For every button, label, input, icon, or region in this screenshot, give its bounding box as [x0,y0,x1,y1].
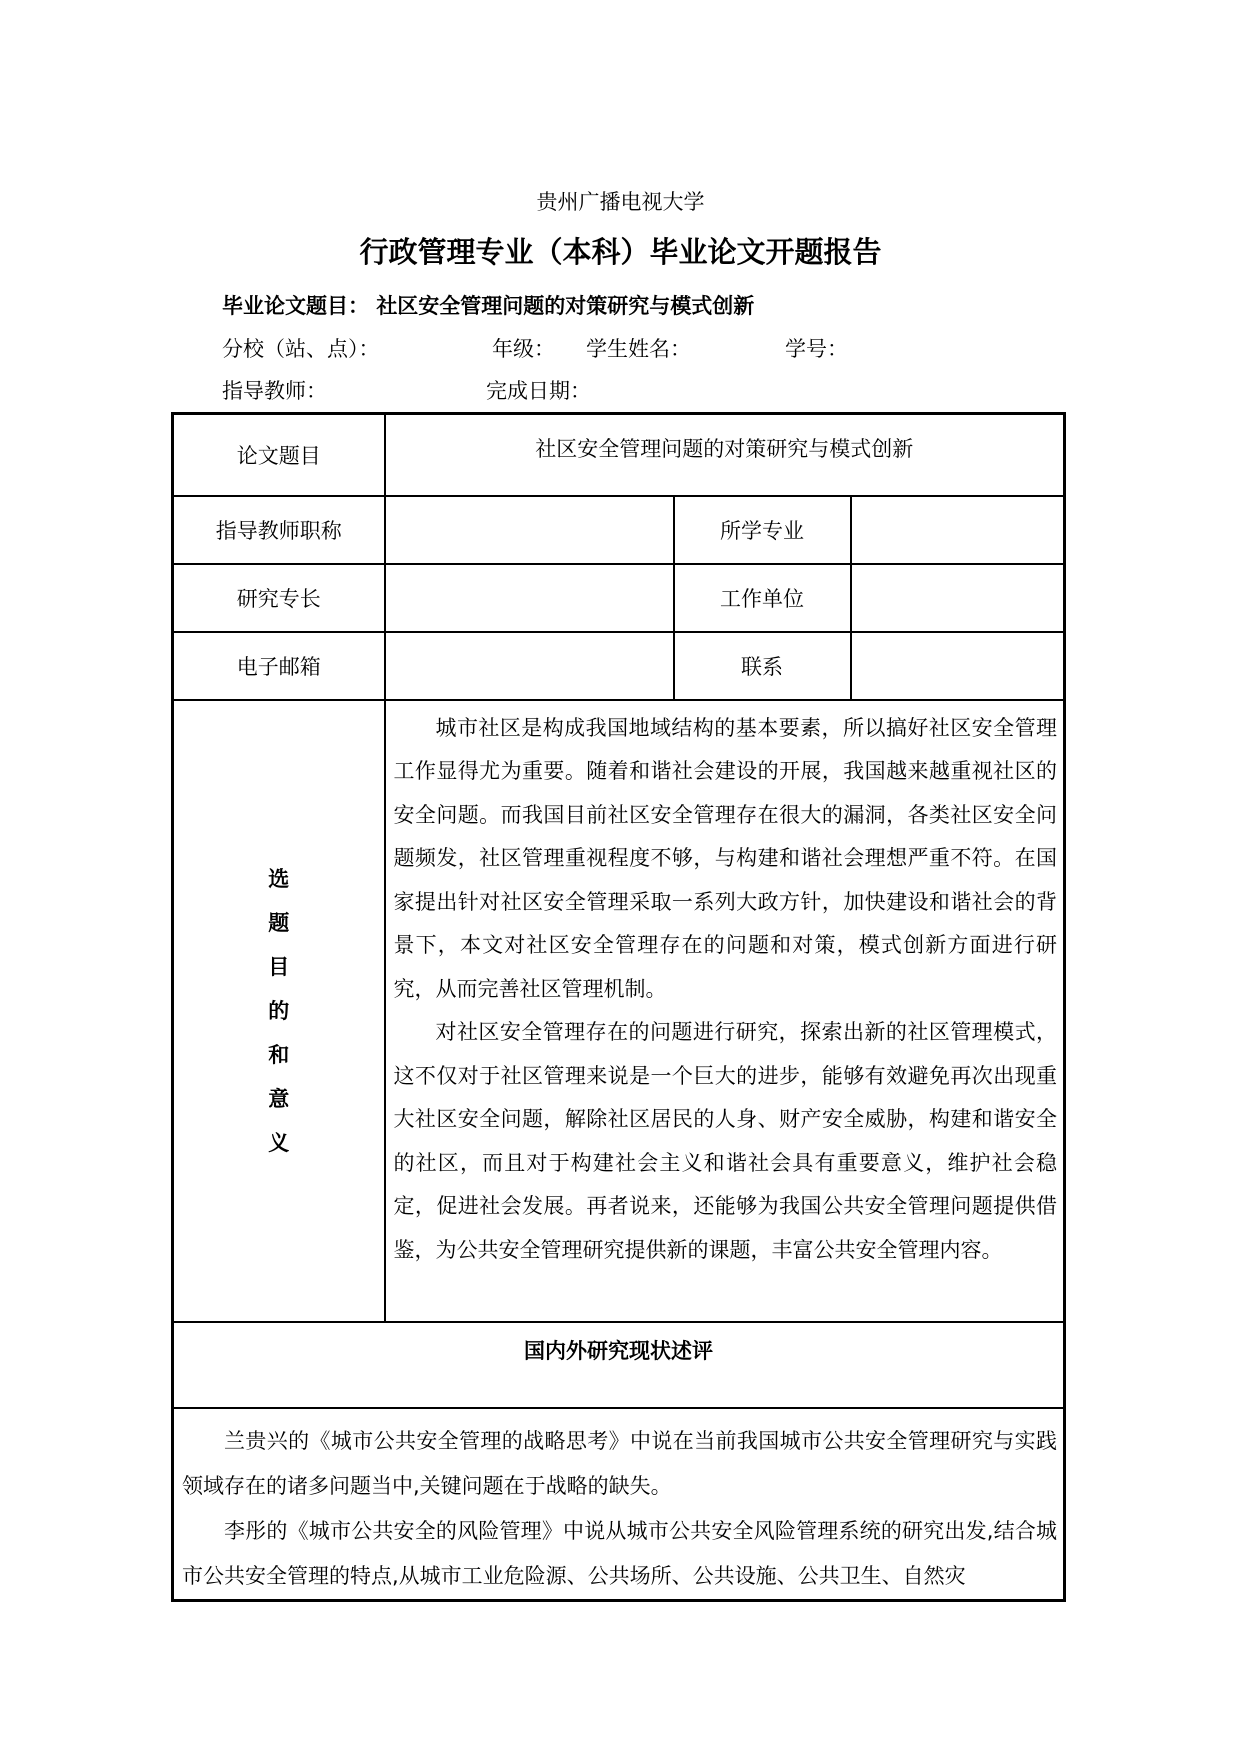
purpose-label-char: 题 [268,910,290,935]
review-paragraph: 兰贵兴的《城市公共安全管理的战略思考》中说在当前我国城市公共安全管理研究与实践领域存在的诸多问题当中,关键问题在于战略的缺失。 [182,1428,1058,1498]
contact-value[interactable] [851,632,1065,700]
purpose-label-char: 选 [268,866,290,891]
purpose-label-char: 义 [268,1130,290,1155]
completion-date-label: 完成日期： [486,379,591,403]
report-title: 行政管理专业（本科）毕业论文开题报告 [359,235,882,269]
purpose-label-char: 和 [268,1042,290,1067]
advisor-title-value[interactable] [385,496,674,564]
major-label: 所学专业 [674,496,851,564]
email-row [173,632,1065,700]
review-content [173,1408,1065,1601]
thesis-title-line [222,290,754,320]
email-value[interactable] [385,632,674,700]
major-value[interactable] [851,496,1065,564]
email-label: 电子邮箱 [173,632,385,700]
purpose-label [173,700,385,1322]
purpose-content [385,700,1065,1322]
purpose-label-char: 意 [268,1086,290,1111]
advisor-title-label: 指导教师职称 [173,496,385,564]
purpose-paragraph: 对社区安全管理存在的问题进行研究，探索出新的社区管理模式，这不仅对于社区管理来说是一个巨大的进步，能够有效避免再次出现重大社区安全问题，解除社区居民的人身、财产安全威胁，构建和谐安全的社区，而且对于构建社会主义和谐社会具有重要意义，维护社会稳定，促进社会发展。再者说来，还能够为我国公共安全管理问题提供借鉴，为公共安全管理研究提供新的课题，丰富公共安全管理内容。 [393,1020,1058,1262]
review-heading-row [173,1322,1065,1408]
student-name-label: 学生姓名： [586,337,691,361]
grade-label: 年级： [492,337,555,361]
work-unit-value[interactable] [851,564,1065,632]
thesis-title-label: 毕业论文题目： [222,294,369,318]
proposal-table [171,412,1066,1602]
advisor-label: 指导教师： [222,379,327,403]
topic-label: 论文题目 [173,414,385,496]
topic-row [173,414,1065,496]
review-paragraph: 李彤的《城市公共安全的风险管理》中说从城市公共安全风险管理系统的研究出发,结合城市公共安全管理的特点,从城市工业危险源、公共场所、公共设施、公共卫生、自然灾 [182,1518,1058,1588]
branch-label: 分校（站、点）： [222,337,380,361]
university-name: 贵州广播电视大学 [536,190,705,214]
contact-label: 联系 [674,632,851,700]
student-id-label: 学号： [785,337,848,361]
work-unit-label: 工作单位 [674,564,851,632]
review-row [173,1408,1065,1601]
purpose-label-char: 的 [268,998,290,1023]
research-specialty-row [173,564,1065,632]
purpose-row [173,700,1065,1322]
topic-value: 社区安全管理问题的对策研究与模式创新 [385,414,1065,496]
research-specialty-label: 研究专长 [173,564,385,632]
purpose-paragraph: 城市社区是构成我国地域结构的基本要素，所以搞好社区安全管理工作显得尤为重要。随着和谐社会建设的开展，我国越来越重视社区的安全问题。而我国目前社区安全管理存在很大的漏洞，各类社区安全问题频发，社区管理重视程度不够，与构建和谐社会理想严重不符。在国家提出针对社区安全管理采取一系列大政方针，加快建设和谐社会的背景下，本文对社区安全管理存在的问题和对策，模式创新方面进行研究，从而完善社区管理机制。 [393,715,1058,1001]
thesis-title-value: 社区安全管理问题的对策研究与模式创新 [376,294,755,318]
purpose-label-char: 目 [268,954,290,979]
advisor-title-row [173,496,1065,564]
research-specialty-value[interactable] [385,564,674,632]
review-heading: 国内外研究现状述评 [173,1322,1065,1408]
